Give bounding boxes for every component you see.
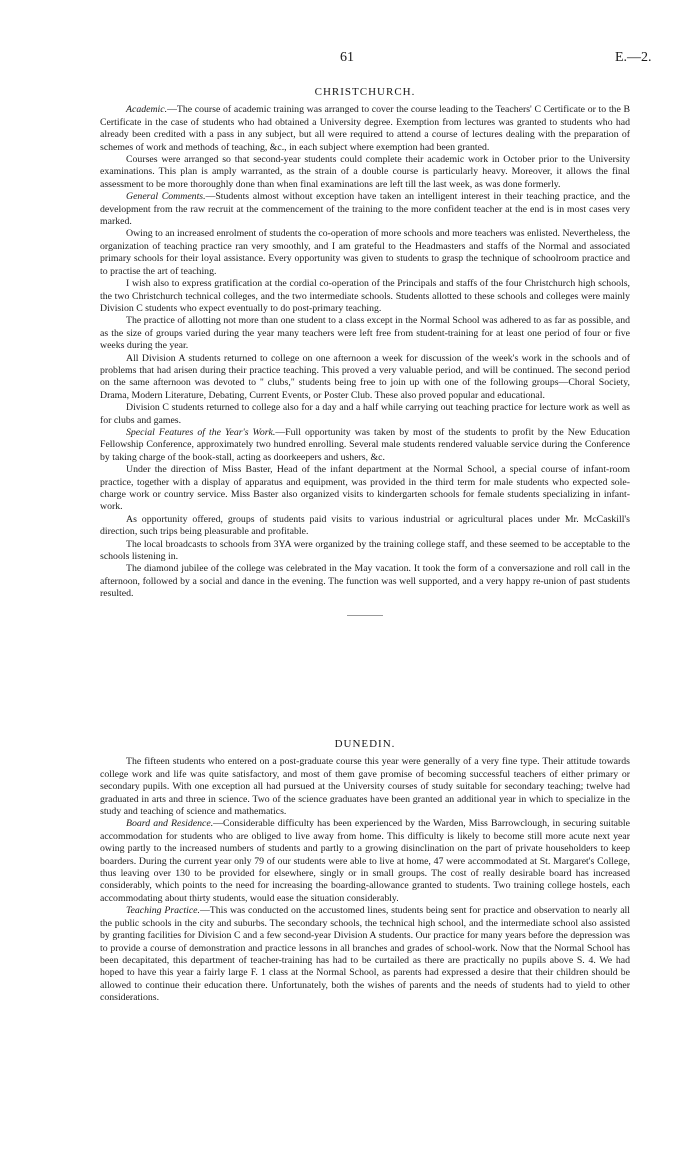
paragraph-text: The fifteen students who entered on a post-graduate course this year were generally of a very fine type. Their attitude towards college work and life was quite satisfactory, and most of them gave promise of becoming successful teachers of either primary or secondary pupils. With one exception all had pursued at the University courses of study suitable for secondary teaching; twelve had graduated in arts and three in science. Two of the science graduates have been granted an additional year in which to specialize in the study and teaching of science and mathematics.: [100, 756, 630, 818]
paragraph-heading: Special Features of the Year's Work.: [126, 426, 276, 438]
paragraph: [100, 104, 630, 154]
paragraph-heading: Academic.: [126, 104, 168, 116]
section-title: CHRISTCHURCH.: [314, 86, 416, 98]
paragraph-text: All Division A students returned to college on one afternoon a week for discussion of the week's work in the schools and of problems that had arisen during their practice teaching. This proved a very valuable period, and will be continued. The second period on the same afternoon was devoted to " clubs," students being free to join up with one of the following groups—Choral Society, Drama, Modern Literature, Debating, Current Events, or Poster Club. These also proved popular and educational.: [100, 352, 630, 401]
paragraph: [100, 353, 630, 403]
paragraph-text: The local broadcasts to schools from 3YA were organized by the training college staff, and these seemed to be acceptable to the schools listening in.: [100, 538, 630, 563]
paragraph-text: As opportunity offered, groups of students paid visits to various industrial or agricultural places under Mr. McCaskill's direction, such trips being pleasurable and profitable.: [100, 513, 630, 538]
section-divider: [347, 615, 383, 616]
paragraph-text: —Students almost without exception have taken an intelligent interest in their teaching practice, and the development from the raw recruit at the commencement of the training to the more confident teacher at the end is in most cases very marked.: [100, 191, 630, 228]
paragraph-text: The practice of allotting not more than one student to a class except in the Normal School was adhered to as far as possible, and as the size of groups varied during the year many teachers were left free from student-training for at least one period of four or five weeks during the year.: [100, 315, 630, 352]
paragraph: [100, 905, 630, 1004]
paragraph: [100, 154, 630, 191]
document-reference: E.—2.: [615, 50, 652, 65]
paragraph: [100, 563, 630, 600]
paragraph-text: Division C students returned to college also for a day and a half while carrying out teaching practice for lecture work as well as for clubs and games.: [100, 402, 630, 426]
section-title: DUNEDIN.: [334, 738, 396, 750]
paragraph-text: Under the direction of Miss Baster, Head of the infant department at the Normal School, a special course of infant-room practice, together with a display of apparatus and equipment, was provided in the third term for male students who expected sole-charge work or country service. Miss Baster also organized visits to kindergarten schools for female students specializing in infant-work.: [100, 464, 630, 513]
paragraph-text: I wish also to express gratification at the cordial co-operation of the Principals and staffs of the four Christchurch high schools, the two Christchurch technical colleges, and the two intermediate schools. Students allotted to these schools and colleges were mainly Division C students who expect eventually to do post-primary teaching.: [100, 278, 630, 314]
page-number: 61: [340, 50, 354, 65]
paragraph: [100, 402, 630, 427]
paragraph-heading: Teaching Practice.: [126, 905, 200, 917]
paragraph: [100, 818, 630, 905]
paragraph: [100, 539, 630, 564]
paragraph-text: —The course of academic training was arranged to cover the course leading to the Teachers' C Certificate or to the B Certificate in the case of students who had obtained a University degree. Exemption from lectures was granted to students who had already been credited with a pass in any subject, but all were required to attend a course of lectures dealing with the preparation of schemes of work and methods of teaching, &c., in each subject where exemption had been granted.: [100, 104, 630, 153]
paragraph: [100, 464, 630, 514]
paragraph-heading: Board and Residence.: [126, 818, 214, 830]
paragraph-text: The diamond jubilee of the college was celebrated in the May vacation. It took the form of a conversazione and roll call in the afternoon, followed by a social and dance in the evening. The function was well supported, and a very happy re-union of past students resulted.: [100, 563, 630, 600]
paragraph-text: Courses were arranged so that second-year students could complete their academic work in October prior to the University examinations. This plan is amply warranted, as the strain of a double course is particularly heavy. Moreover, it allows the final assessment to be more thoroughly done than when final examinations are left till the last week, as was done formerly.: [100, 154, 630, 190]
paragraph: [100, 191, 630, 228]
paragraph: [100, 228, 630, 278]
paragraph: [100, 514, 630, 539]
paragraph-text: —Considerable difficulty has been experienced by the Warden, Miss Barrowclough, in securing suitable accommodation for students who are obliged to live away from home. This difficulty is likely to become still more acute next year owing partly to the increased numbers of students and partly to a growing disinclination on the part of private householders to keep boarders. During the current year only 79 of our students were able to live at home, 47 were accommodated at St. Margaret's College, thus leaving over 130 to be provided for elsewhere, singly or in small groups. The cost of really desirable board has increased considerably, which points to the need for increasing the boarding-allowance granted to students. Two training college hostels, each accommodating about thirty students, would ease the situation considerably.: [100, 818, 630, 904]
paragraph: [100, 278, 630, 315]
section-christchurch: [100, 86, 630, 616]
paragraph-text: —This was conducted on the accustomed lines, students being sent for practice and observation to nearly all the public schools in the city and suburbs. The secondary schools, the technical high school, and the intermediate school also assisted by granting facilities for Division C and a few second-year Division A students. Our practice for many years before the depression was to provide a course of demonstration and practice lessons in all branches and grades of school-work. Now that the Normal School has been decapitated, this department of teacher-training has had to be curtailed as there are practically no pupils above S. 4. We had hoped to have this year a fairly large F. 1 class at the Normal School, as parents had expressed a desire that their children should be allowed to continue their education there. Unfortunately, both the wishes of parents and the needs of students had to yield to other considerations.: [100, 905, 630, 1004]
paragraph: [100, 315, 630, 352]
paragraph-text: —Full opportunity was taken by most of the students to profit by the New Education Fellowship Conference, approximately two hundred enrolling. Several male students rendered valuable service during the Conference by taking charge of the book-stall, acting as doorkeepers and ushers, &c.: [100, 426, 631, 463]
paragraph-heading: General Comments.: [126, 191, 206, 203]
paragraph: [100, 756, 630, 818]
paragraph: [100, 427, 630, 464]
paragraph-text: Owing to an increased enrolment of students the co-operation of more schools and more teachers was enlisted. Nevertheless, the organization of teaching practice ran very smoothly, and I am grateful to the Headmasters and staffs of the Normal and associated primary schools for their loyal assistance. Every opportunity was given to students to grasp the technique of schoolroom practice and to practise the art of teaching.: [100, 228, 630, 277]
section-dunedin: [100, 738, 630, 1005]
